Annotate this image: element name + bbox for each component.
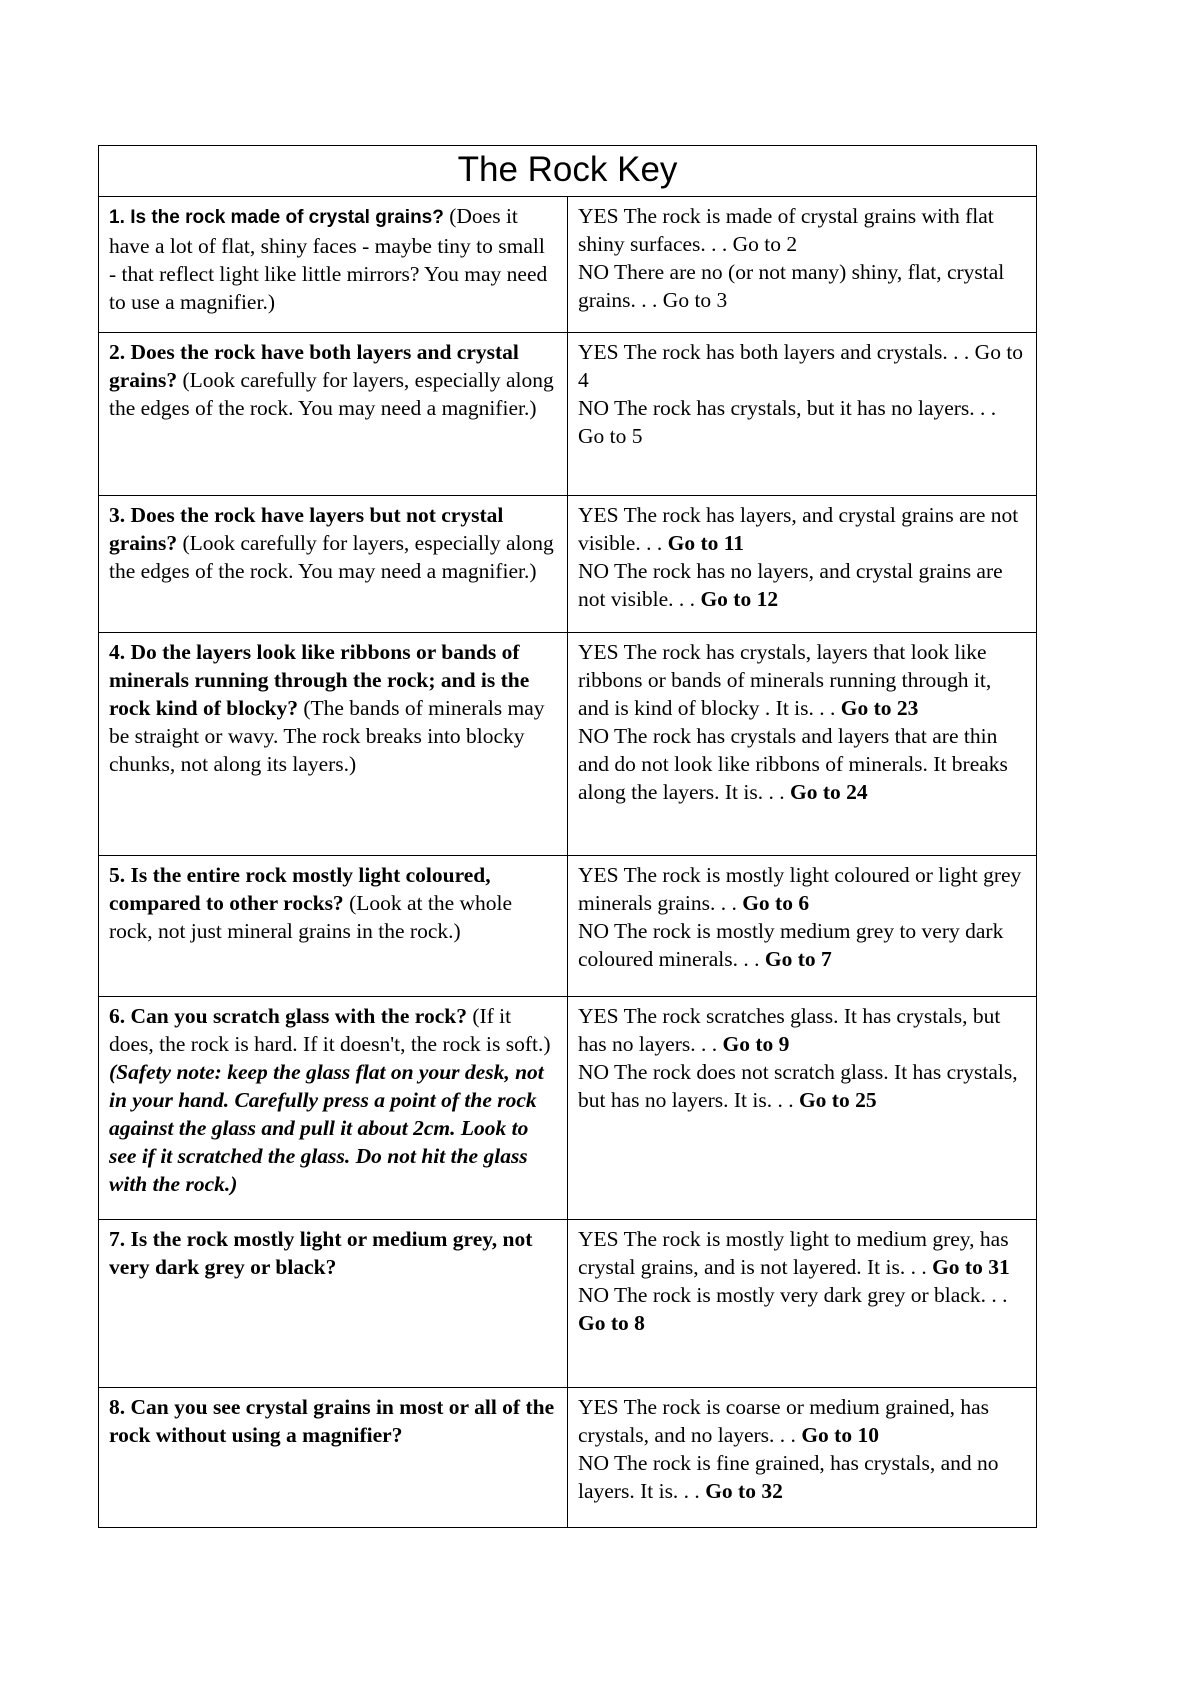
yes-answer	[578, 1002, 1026, 1058]
table-row	[99, 197, 1037, 333]
question-cell	[99, 997, 568, 1220]
no-text: NO There are no (or not many) shiny, flat, crystal grains. . . Go to 3	[578, 260, 1005, 312]
table-row	[99, 856, 1037, 997]
no-goto: Go to 32	[705, 1479, 783, 1503]
answer-cell	[568, 1388, 1037, 1528]
question-hint: (Look carefully for layers, especially along the edges of the rock. You may need a magnifier.)	[109, 368, 554, 420]
question-cell	[99, 496, 568, 633]
question-cell	[99, 1388, 568, 1528]
yes-goto: Go to 31	[932, 1255, 1010, 1279]
yes-goto: Go to 9	[722, 1032, 790, 1056]
table-row	[99, 997, 1037, 1220]
title-row	[99, 146, 1037, 197]
no-text: NO The rock has crystals, but it has no layers. . . Go to 5	[578, 396, 997, 448]
question-number: 5.	[109, 863, 126, 887]
yes-goto: Go to 11	[667, 531, 745, 555]
question-text: Can you scratch glass with the rock?	[130, 1004, 467, 1028]
question-cell	[99, 1220, 568, 1388]
answer-cell	[568, 333, 1037, 496]
yes-answer	[578, 202, 1026, 258]
no-answer	[578, 917, 1026, 973]
question-text: Does the rock have both layers and crystal grains?	[109, 340, 519, 392]
no-text: NO The rock does not scratch glass. It has crystals, but has no layers. It is. . .	[578, 1060, 1018, 1112]
rock-key-table	[98, 145, 1037, 1528]
no-text: NO The rock is mostly medium grey to very dark coloured minerals. . .	[578, 919, 1004, 971]
question-text: Is the rock mostly light or medium grey, not very dark grey or black?	[109, 1227, 533, 1279]
table-row	[99, 333, 1037, 496]
table-row	[99, 633, 1037, 856]
yes-text: YES The rock is coarse or medium grained, has crystals, and no layers. . .	[578, 1395, 989, 1447]
answer-cell	[568, 1220, 1037, 1388]
yes-answer	[578, 501, 1026, 557]
table-row	[99, 496, 1037, 633]
question-hint: (The bands of minerals may be straight or wavy. The rock breaks into blocky chunks, not along its layers.)	[109, 696, 545, 776]
answer-cell	[568, 633, 1037, 856]
question-number: 4.	[109, 640, 126, 664]
table-title: The Rock Key	[99, 146, 1037, 197]
no-answer	[578, 722, 1026, 806]
question-hint: (Does it have a lot of flat, shiny faces - maybe tiny to small - that reflect light like little mirrors? You may need to use a magnifier.)	[109, 204, 548, 314]
question-hint: (If it does, the rock is hard. If it doesn't, the rock is soft.)	[109, 1004, 551, 1056]
question-text: Is the rock made of crystal grains?	[130, 207, 444, 228]
no-answer	[578, 258, 1026, 314]
no-goto: Go to 8	[578, 1311, 645, 1335]
question-text: Do the layers look like ribbons or bands of minerals running through the rock; and is the rock kind of blocky?	[109, 640, 530, 720]
yes-goto: Go to 23	[840, 696, 919, 720]
no-answer	[578, 394, 1026, 450]
question-text: Is the entire rock mostly light coloured, compared to other rocks?	[109, 863, 491, 915]
yes-answer	[578, 638, 1026, 722]
yes-goto: Go to 6	[742, 891, 810, 915]
safety-note: (Safety note: keep the glass flat on your desk, not in your hand. Carefully press a point of the rock against the glass and pull it about 2cm. Look to see if it scratched the glass. Do not hit the glass with the rock.)	[109, 1060, 544, 1196]
no-text: NO The rock is fine grained, has crystals, and no layers. It is. . .	[578, 1451, 999, 1503]
question-cell	[99, 856, 568, 997]
question-number: 1.	[109, 207, 125, 228]
question-number: 2.	[109, 340, 126, 364]
question-hint: (Look at the whole rock, not just mineral grains in the rock.)	[109, 891, 513, 943]
no-goto: Go to 25	[798, 1088, 877, 1112]
no-goto: Go to 7	[764, 947, 832, 971]
yes-text: YES The rock is mostly light coloured or light grey minerals grains. . .	[578, 863, 1022, 915]
answer-cell	[568, 856, 1037, 997]
yes-answer	[578, 1393, 1026, 1449]
answer-cell	[568, 197, 1037, 333]
question-cell	[99, 633, 568, 856]
question-text: Does the rock have layers but not crystal grains?	[109, 503, 504, 555]
no-text: NO The rock has crystals and layers that are thin and do not look like ribbons of minerals. It breaks along the layers. It is. . .	[578, 724, 1008, 804]
question-hint: (Look carefully for layers, especially along the edges of the rock. You may need a magnifier.)	[109, 531, 554, 583]
yes-goto: Go to 10	[801, 1423, 879, 1447]
no-text: NO The rock is mostly very dark grey or black. . .	[578, 1283, 1008, 1307]
table-row	[99, 1388, 1037, 1528]
question-number: 6.	[109, 1004, 126, 1028]
yes-answer	[578, 338, 1026, 394]
yes-answer	[578, 1225, 1026, 1281]
table-row	[99, 1220, 1037, 1388]
no-answer	[578, 557, 1026, 613]
no-answer	[578, 1281, 1026, 1337]
question-text: Can you see crystal grains in most or all of the rock without using a magnifier?	[109, 1395, 555, 1447]
yes-text: YES The rock scratches glass. It has crystals, but has no layers. . .	[578, 1004, 1001, 1056]
no-goto: Go to 24	[789, 780, 868, 804]
yes-text: YES The rock has both layers and crystals. . . Go to 4	[578, 340, 1024, 392]
yes-text: YES The rock has crystals, layers that look like ribbons or bands of minerals running through it, and is kind of blocky . It is. . .	[578, 640, 992, 720]
no-answer	[578, 1449, 1026, 1505]
yes-answer	[578, 861, 1026, 917]
question-number: 8.	[109, 1395, 126, 1419]
yes-text: YES The rock is mostly light to medium grey, has crystal grains, and is not layered. It is. . .	[578, 1227, 1009, 1279]
question-number: 3.	[109, 503, 126, 527]
no-text: NO The rock has no layers, and crystal grains are not visible. . .	[578, 559, 1003, 611]
question-cell	[99, 333, 568, 496]
yes-text: YES The rock is made of crystal grains with flat shiny surfaces. . . Go to 2	[578, 204, 994, 256]
no-goto: Go to 12	[700, 587, 779, 611]
no-answer	[578, 1058, 1026, 1114]
yes-text: YES The rock has layers, and crystal grains are not visible. . .	[578, 503, 1019, 555]
answer-cell	[568, 997, 1037, 1220]
question-cell	[99, 197, 568, 333]
question-number: 7.	[109, 1227, 126, 1251]
answer-cell	[568, 496, 1037, 633]
